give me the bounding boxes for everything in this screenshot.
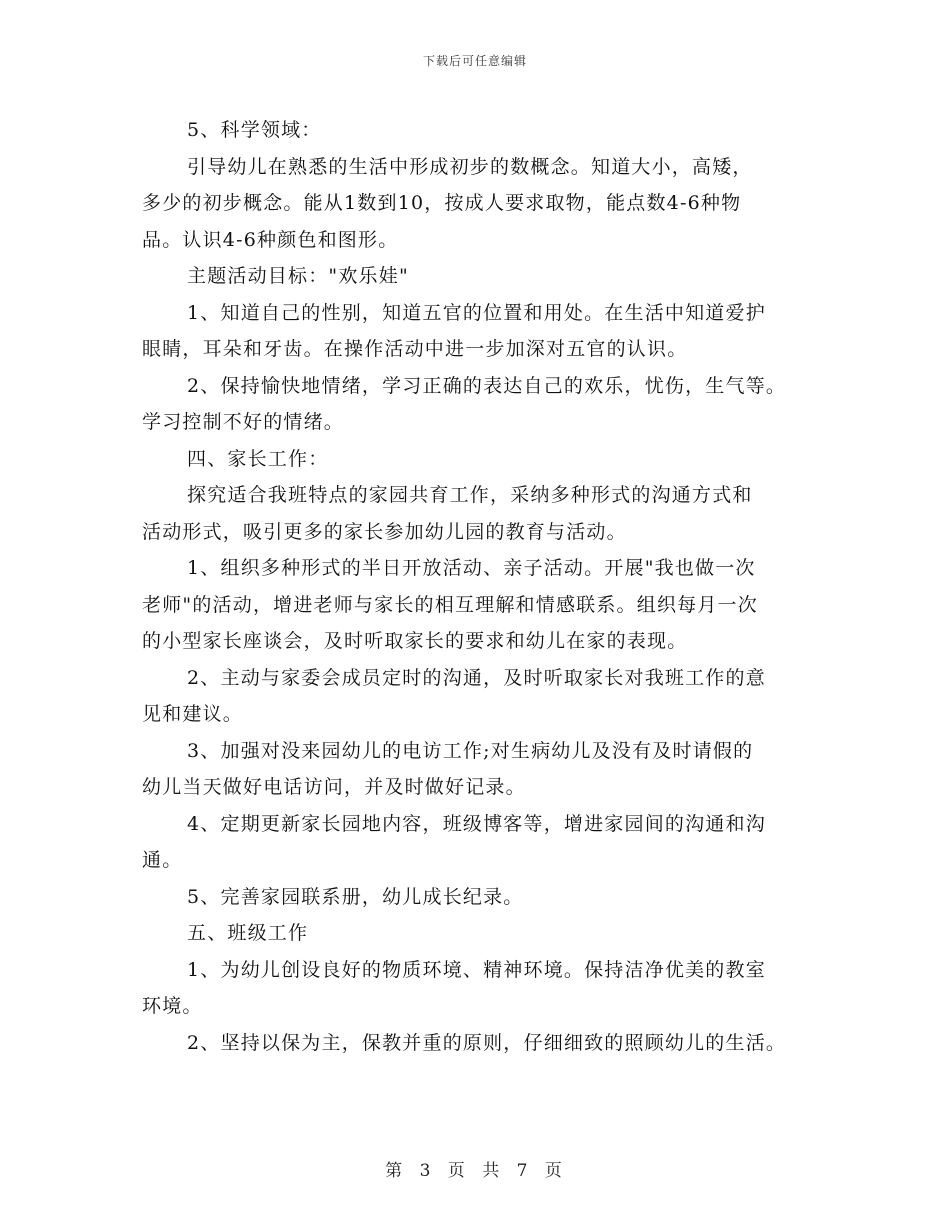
paragraph-line: 的小型家长座谈会，及时听取家长的要求和幼儿在家的表现。 xyxy=(142,630,688,652)
paragraph-line: 1、组织多种形式的半日开放活动、亲子活动。开展"我也做一次 xyxy=(187,557,756,579)
section-heading: 四、家长工作： xyxy=(187,447,329,470)
section-heading: 五、班级工作 xyxy=(187,922,309,944)
paragraph-line: 引导幼儿在熟悉的生活中形成初步的数概念。知道大小，高矮， xyxy=(187,155,753,178)
paragraph-line: 老师"的活动，增进老师与家长的相互理解和情感联系。组织每月一次 xyxy=(142,593,758,616)
paragraph-line: 多少的初步概念。能从1数到10，按成人要求取物，能点数4-6种物 xyxy=(142,192,742,214)
section-heading: 主题活动目标："欢乐娃" xyxy=(187,265,409,287)
paragraph-line: 探究适合我班特点的家园共育工作，采纳多种形式的沟通方式和 xyxy=(187,484,753,506)
paragraph-line: 见和建议。 xyxy=(142,703,244,725)
page-footer: 第 3 页 共 7 页 xyxy=(385,1161,565,1181)
paragraph-line: 3、加强对没来园幼儿的电访工作;对生病幼儿及没有及时请假的 xyxy=(187,739,754,762)
page-header: 下载后可任意编辑 xyxy=(422,54,527,68)
paragraph-line: 活动形式，吸引更多的家长参加幼儿园的教育与活动。 xyxy=(142,520,627,543)
paragraph-line: 1、为幼儿创设良好的物质环境、精神环境。保持洁净优美的教室 xyxy=(187,958,766,981)
paragraph-line: 5、完善家园联系册，幼儿成长纪录。 xyxy=(187,885,524,908)
paragraph-line: 1、知道自己的性别，知道五官的位置和用处。在生活中知道爱护 xyxy=(187,301,766,324)
paragraph-line: 2、主动与家委会成员定时的沟通，及时听取家长对我班工作的意 xyxy=(187,666,766,689)
paragraph-line: 4、定期更新家长园地内容，班级博客等，增进家园间的沟通和沟 xyxy=(187,812,766,835)
paragraph-line: 2、坚持以保为主，保教并重的原则，仔细细致的照顾幼儿的生活。 xyxy=(187,1031,787,1054)
paragraph-line: 学习控制不好的情绪。 xyxy=(142,411,345,433)
paragraph-line: 通。 xyxy=(142,849,183,871)
paragraph-line: 幼儿当天做好电话访问，并及时做好记录。 xyxy=(142,776,526,798)
section-heading: 5、科学领域： xyxy=(187,119,322,141)
paragraph-line: 环境。 xyxy=(142,995,203,1017)
paragraph-line: 眼睛，耳朵和牙齿。在操作活动中进一步加深对五官的认识。 xyxy=(142,338,688,360)
paragraph-line: 2、保持愉快地情绪，学习正确的表达自己的欢乐，忧伤，生气等。 xyxy=(187,374,787,397)
paragraph-line: 品。认识4-6种颜色和图形。 xyxy=(142,228,399,251)
document-body xyxy=(142,112,842,1061)
